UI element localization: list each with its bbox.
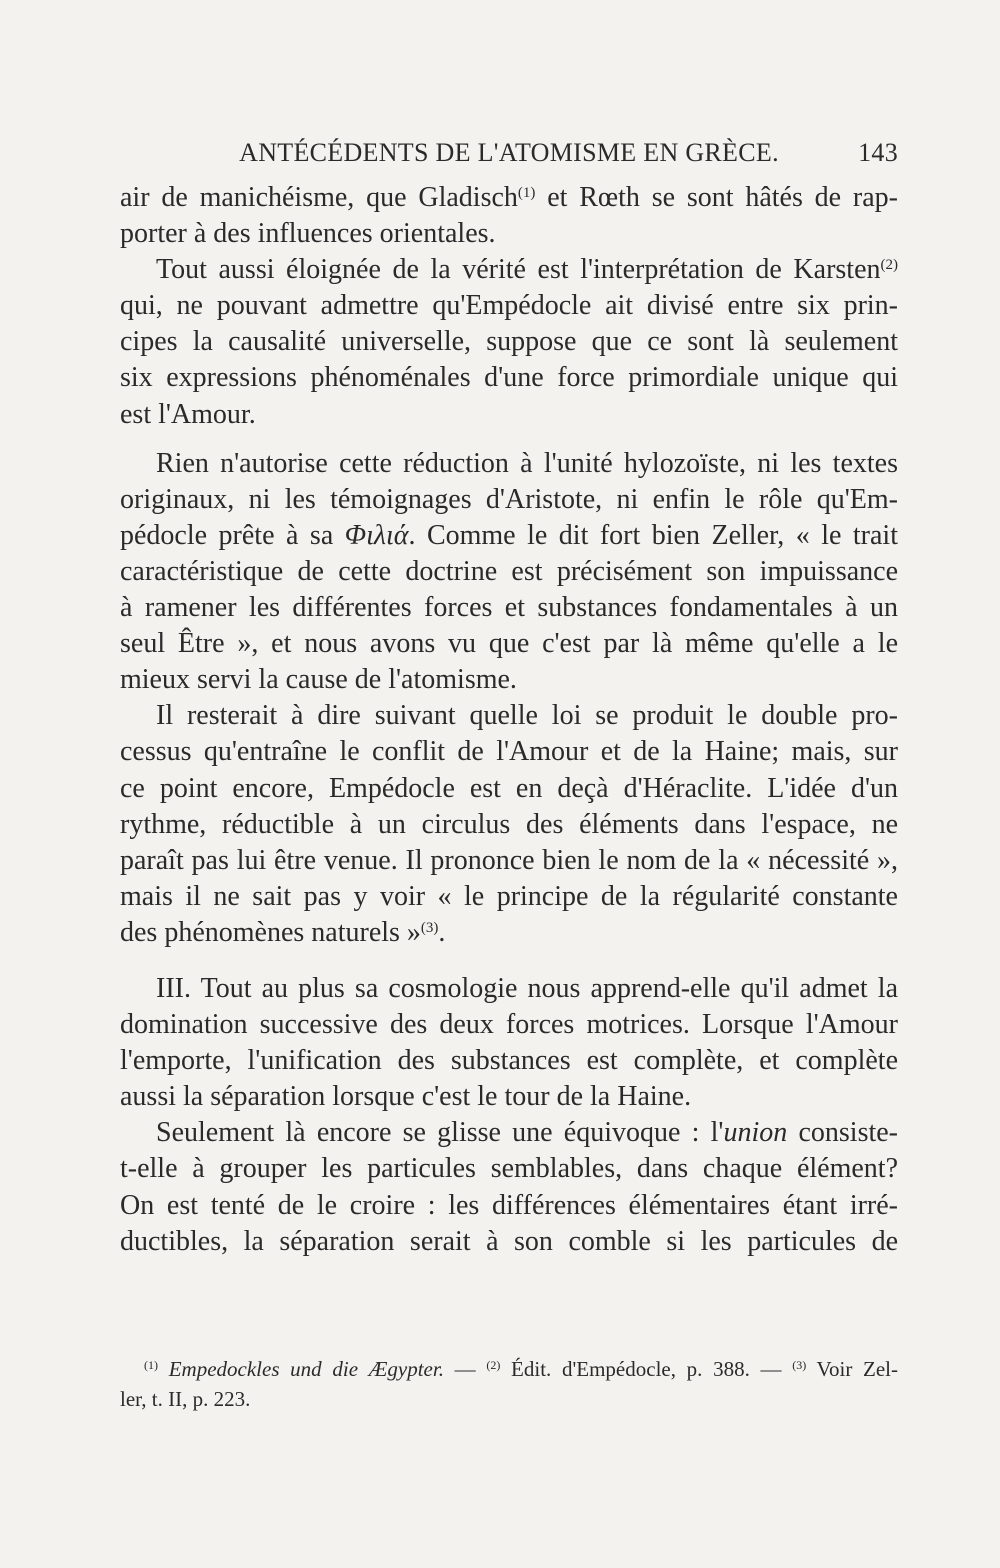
paragraph-5 [120,971,898,1115]
text-span: consiste- [787,1117,898,1149]
page-header [120,138,898,172]
text-span: air de manichéisme, que Gladisch [120,182,518,213]
text-span: six expressions phénoménales d'une force primordiale unique qui [120,362,898,394]
text-span: mais il ne sait pas y voir « le principe de la régularité constante [120,880,898,912]
text-span: cipes la causalité universelle, suppose que ce sont là seulement [120,326,898,358]
text-span: Seulement là encore se glisse une équivoque : l' [156,1117,724,1149]
text-line [120,662,898,698]
text-line [120,397,898,433]
text-line [120,180,898,216]
text-line [120,771,898,807]
footnote-text: ler, t. II, p. 223. [120,1387,251,1411]
text-line [120,216,898,252]
text-span: l'emporte, l'unification des substances est complète, et complète [120,1045,898,1077]
text-span: aussi la séparation lorsque c'est le tour de la Haine. [120,1081,692,1113]
footnote-line [120,1354,898,1384]
footnote-text: Voir Zel- [806,1357,898,1381]
text-span: caractéristique de cette doctrine est précisément son impuissance [120,555,898,587]
text-span: porter à des influences orientales. [120,218,496,250]
text-line [120,288,898,324]
footnote-number: (2) [486,1358,501,1372]
text-span: qui, ne pouvant admettre qu'Empédocle ait divisé entre six prin- [120,290,898,322]
text-span: t-elle à grouper les particules semblables, dans chaque élément? [120,1153,898,1185]
text-line [120,626,898,662]
text-span: ce point encore, Empédocle est en deçà d'Héraclite. L'idée d'un [120,772,898,804]
footnote-marker[interactable]: (1) [517,185,536,201]
text-line [120,518,898,554]
italic-word: union [723,1117,788,1149]
footnote-number: (3) [792,1358,807,1372]
text-line [120,252,898,288]
paragraph-3 [120,446,898,699]
text-span: Il resterait à dire suivant quelle loi se produit le double pro- [156,700,898,732]
text-line [120,324,898,360]
text-line [120,1115,898,1151]
footnote-line [120,1384,898,1414]
footnotes [120,1354,898,1414]
paragraph-4 [120,698,898,951]
text-line [120,1079,898,1115]
text-span: Rien n'autorise cette réduction à l'unité hylozoïste, ni les textes [156,447,898,479]
paragraph-1 [120,180,898,252]
text-line [120,971,898,1007]
footnote-title: Empedockles und die Ægypter. [168,1357,444,1381]
text-line [120,1007,898,1043]
greek-word: Φιλιά [344,519,409,551]
section-gap [120,951,898,971]
text-span: et Rœth se sont hâtés de rap- [535,182,898,213]
text-span: à ramener les différentes forces et substances fondamentales à un [120,592,898,624]
paragraph-2 [120,252,898,432]
text-line [120,590,898,626]
text-line [120,879,898,915]
text-line [120,1224,898,1260]
text-span: des phénomènes naturels » [120,916,421,948]
text-line [120,482,898,518]
text-span: cessus qu'entraîne le conflit de l'Amour et de la Haine; mais, sur [120,736,898,768]
text-line [120,446,898,482]
text-span: ductibles, la séparation serait à son comble si les particules de [120,1225,898,1257]
body-text [120,180,898,1260]
text-span: On est tenté de le croire : les différences élémentaires étant irré- [120,1189,898,1221]
text-line [120,734,898,770]
text-line [120,698,898,734]
text-line [120,360,898,396]
text-line [120,1151,898,1187]
text-span: . Comme le dit fort bien Zeller, « le trait [408,519,898,551]
footnote-number: (1) [144,1358,158,1372]
text-span: rythme, réductible à un circulus des éléments dans l'espace, ne [120,808,898,840]
text-line [120,915,898,951]
footnote-text: — [443,1357,487,1381]
text-line [120,554,898,590]
text-span: mieux servi la cause de l'atomisme. [120,664,517,696]
text-span: III. Tout au plus sa cosmologie nous apprend-elle qu'il admet la [156,972,898,1004]
text-span: . [438,916,446,948]
text-span: paraît pas lui être venue. Il prononce bien le nom de la « nécessité », [120,844,898,876]
text-span: seul Être », et nous avons vu que c'est par là même qu'elle a le [120,628,898,660]
text-span: Tout aussi éloignée de la vérité est l'interprétation de Karsten [156,254,881,286]
running-title: ANTÉCÉDENTS DE L'ATOMISME EN GRÈCE. [239,138,779,167]
text-span: originaux, ni les témoignages d'Aristote, ni enfin le rôle qu'Em- [120,483,898,515]
text-span: pédocle prête à sa [120,519,345,551]
footnote-marker[interactable]: (2) [880,257,898,274]
text-line [120,1043,898,1079]
footnote-marker[interactable]: (3) [420,919,439,936]
footnote-text: Édit. d'Empédocle, p. 388. — [500,1357,793,1381]
text-span: domination successive des deux forces motrices. Lorsque l'Amour [120,1009,898,1041]
text-line [120,843,898,879]
page-number: 143 [858,138,898,167]
paragraph-gap [120,433,898,446]
text-span: est l'Amour. [120,398,256,430]
text-line [120,1188,898,1224]
paragraph-6 [120,1115,898,1259]
text-line [120,807,898,843]
